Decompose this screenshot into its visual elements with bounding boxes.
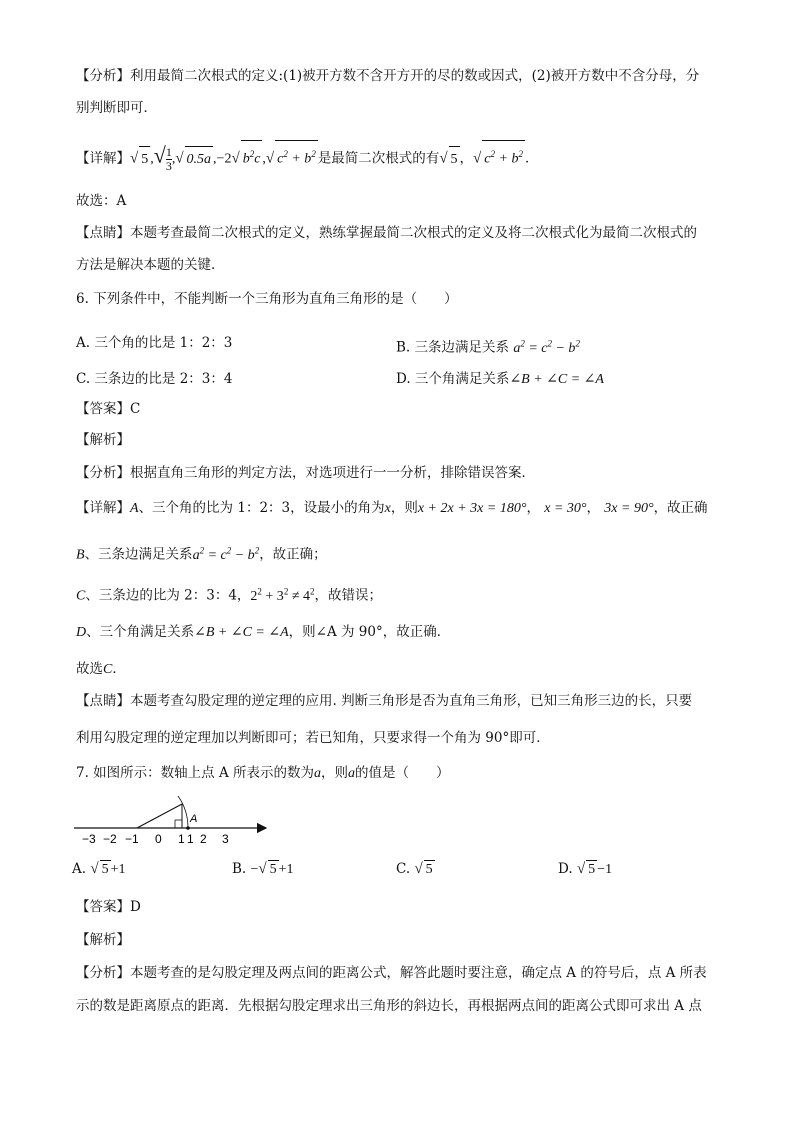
q7-option-a: A. √ 5 +1 bbox=[72, 861, 126, 877]
q6-solution-tag: 【解析】 bbox=[76, 432, 130, 448]
q6-detail-b: B、三条边满足关系$a^2 = c^2 - b^2$，故正确； bbox=[76, 545, 327, 563]
q6-option-d: D. 三个角满足关系∠B + ∠C = ∠A bbox=[396, 371, 604, 387]
q7-analysis-cont: 示的数是距离原点的距离．先根据勾股定理求出三角形的斜边长，再根据两点间的距离公式即可求出 A 点 bbox=[76, 998, 702, 1014]
q6-option-c: C. 三条边的比是 2：3：4 bbox=[76, 371, 233, 387]
tick-label: −2 bbox=[103, 832, 117, 846]
q5-analysis-cont: 别判断即可． bbox=[76, 100, 157, 116]
tick-label: 3 bbox=[222, 832, 229, 846]
q7-option-b: B. −√ 5 +1 bbox=[232, 861, 294, 877]
q7-solution-tag: 【解析】 bbox=[76, 932, 130, 948]
q6-detail-a: 【详解】A、三个角的比为 1：2：3，设最小的角为x，则x + 2x + 3x = 180°， x = 30°， 3x = 90°，故正确 bbox=[76, 500, 708, 516]
q6-option-a: A. 三个角的比是 1：2：3 bbox=[76, 335, 233, 351]
q7-question: 7. 如图所示：数轴上点 A 所表示的数为a，则a的值是（ ） bbox=[76, 765, 450, 781]
q7-option-d: D. √ 5 −1 bbox=[558, 861, 613, 877]
number-line-figure bbox=[70, 792, 275, 848]
q6-comment: 【点睛】本题考查勾股定理的逆定理的应用. 判断三角形是否为直角三角形，已知三角形三边的长，只要 bbox=[76, 693, 693, 709]
point-a-label: A bbox=[190, 813, 198, 825]
q5-comment-cont: 方法是解决本题的关键． bbox=[76, 257, 225, 273]
q5-choice: 故选：A bbox=[76, 193, 127, 209]
point-a-dot bbox=[186, 826, 190, 830]
q7-analysis: 【分析】本题考查的是勾股定理及两点间的距离公式，解答此题时要注意，确定点 A 的符号后，点 A 所表 bbox=[76, 965, 707, 981]
q6-question: 6. 下列条件中，不能判断一个三角形为直角三角形的是（ ） bbox=[76, 291, 458, 307]
q6-analysis: 【分析】根据直角三角形的判定方法，对选项进行一一分析，排除错误答案． bbox=[76, 465, 535, 481]
tick-label: 2 bbox=[200, 832, 207, 846]
q5-detail: 【详解】√ 5 ,√ $\frac{1}{3}$ ,√ 0.5a ,−2√ $b^2c$ ,√ $c^2 + b^2$ 是最简二次根式的有√ 5 ，√ $c^2 + b^2$ ． bbox=[76, 140, 538, 173]
q6-choice: 故选C． bbox=[76, 661, 126, 677]
compass-arc bbox=[178, 796, 188, 828]
q7-answer: 【答案】D bbox=[76, 899, 141, 915]
q6-answer: 【答案】C bbox=[76, 401, 141, 417]
tick-label: 1 bbox=[178, 832, 185, 846]
q6-option-b: B. 三条边满足关系 $a^2 = c^2 - b^2$ bbox=[396, 338, 580, 356]
q7-option-c: C. √ 5 bbox=[396, 861, 433, 877]
q5-analysis: 【分析】利用最简二次根式的定义:(1)被开方数不含开方开的尽的数或因式，(2)被开方数中不含分母，分 bbox=[76, 68, 700, 84]
q5-comment: 【点睛】本题考查最简二次根式的定义，熟练掌握最简二次根式的定义及将二次根式化为最简二次根式的 bbox=[76, 225, 697, 241]
q6-detail-c: C、三条边的比为 2：3：4，$2^2 + 3^2 \ne 4^2$，故错误； bbox=[76, 586, 382, 604]
q6-comment-cont: 利用勾股定理的逆定理加以判断即可；若已知角，只要求得一个角为 90°即可． bbox=[76, 730, 550, 746]
tick-label: −1 bbox=[125, 832, 139, 846]
tick-label: −3 bbox=[82, 832, 96, 846]
tick-label: 0 bbox=[155, 832, 162, 846]
q6-detail-d: D、三个角满足关系∠B + ∠C = ∠A，则∠A 为 90°，故正确． bbox=[76, 624, 451, 640]
tick-label: 1 bbox=[187, 832, 194, 846]
